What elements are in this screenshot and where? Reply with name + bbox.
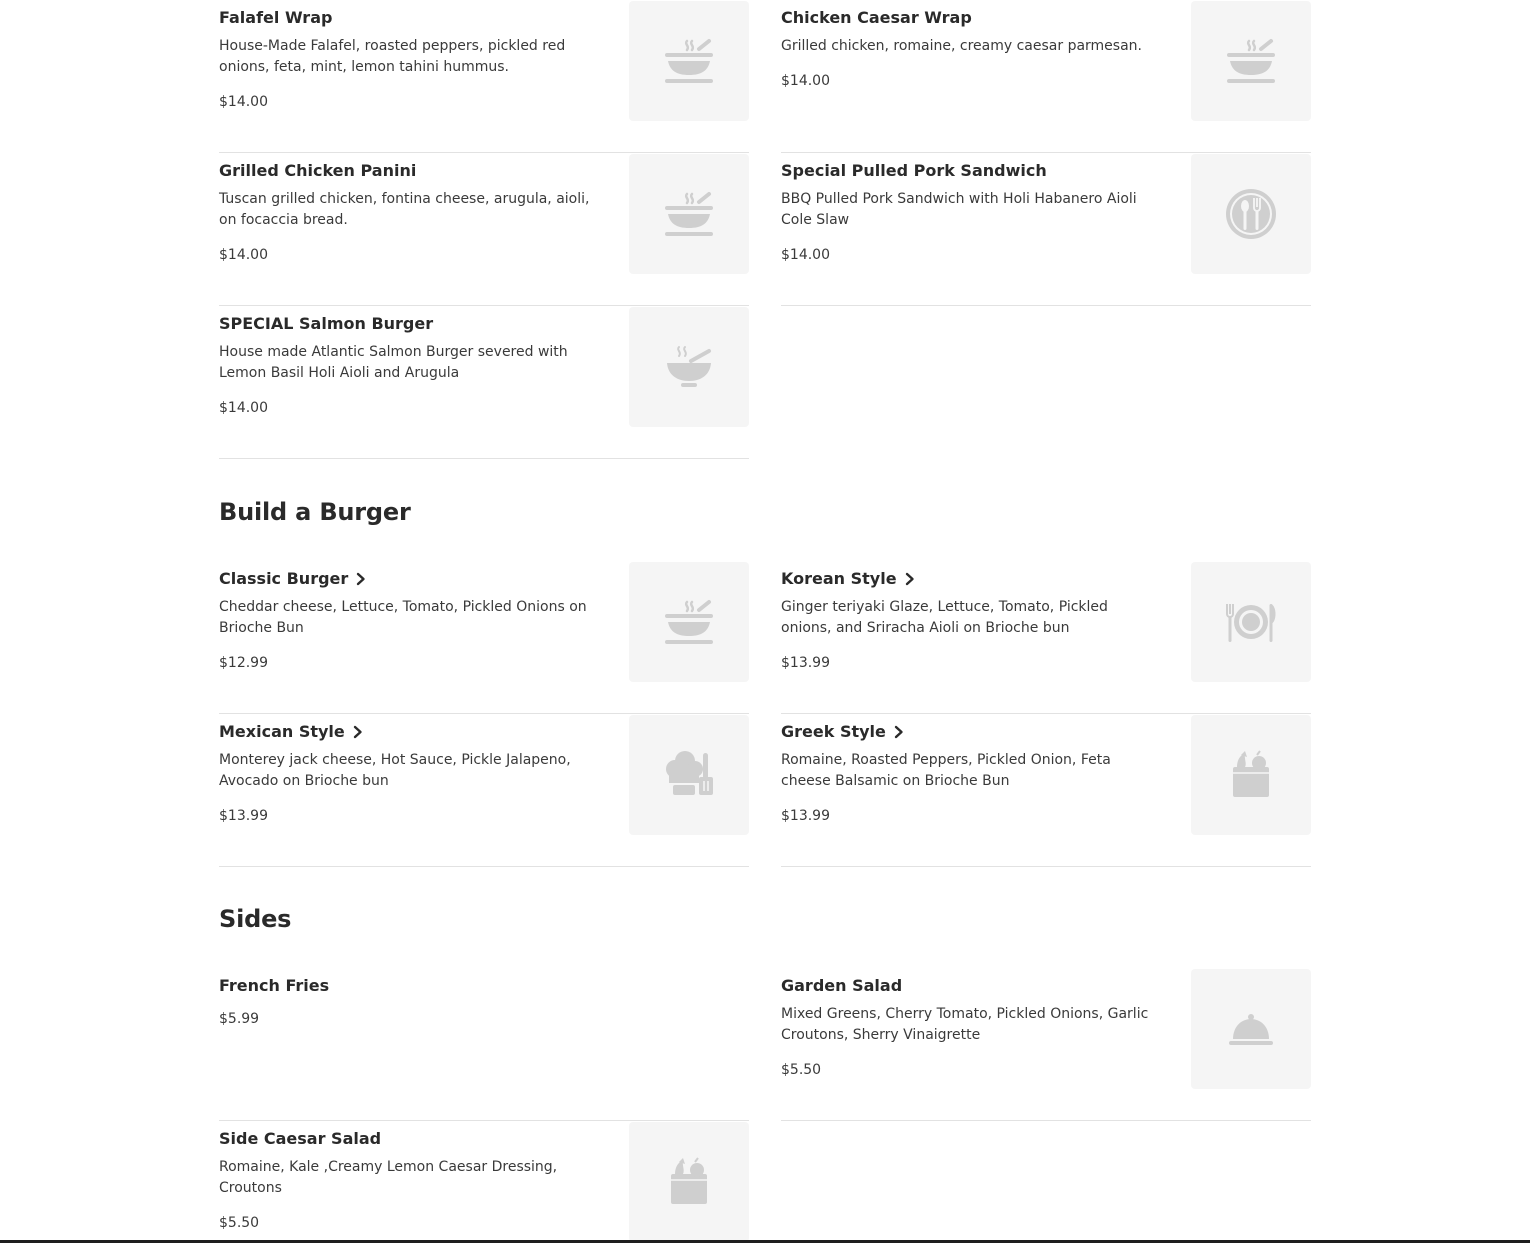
serving-cloche-icon	[1223, 1001, 1279, 1057]
item-name: Classic Burger	[219, 569, 368, 588]
item-image	[629, 715, 749, 835]
item-name: French Fries	[219, 976, 330, 995]
item-price: $13.99	[219, 808, 268, 824]
menu-item[interactable]	[219, 714, 749, 867]
item-description: Grilled chicken, romaine, creamy caesar parmesan.	[781, 38, 1142, 54]
item-description: Monterey jack cheese, Hot Sauce, Pickle Jalapeno, Avocado on Brioche bun	[219, 752, 571, 789]
item-description: Romaine, Kale ,Creamy Lemon Caesar Dressing, Croutons	[219, 1159, 558, 1196]
item-name: Side Caesar Salad	[219, 1129, 382, 1148]
item-price: $14.00	[219, 247, 268, 263]
item-name: Special Pulled Pork Sandwich	[781, 161, 1047, 180]
item-image	[1191, 562, 1311, 682]
item-name: Garden Salad	[781, 976, 903, 995]
item-image	[1191, 1, 1311, 121]
item-description: Mixed Greens, Cherry Tomato, Pickled Onions, Garlic Croutons, Sherry Vinaigrette	[781, 1006, 1149, 1043]
item-description: House made Atlantic Salmon Burger severed with Lemon Basil Holi Aioli and Arugula	[219, 344, 568, 381]
item-price: $5.50	[219, 1215, 260, 1231]
menu-item[interactable]	[781, 561, 1311, 714]
grocery-bag-icon	[661, 1154, 717, 1210]
item-price: $14.00	[781, 247, 830, 263]
menu-item[interactable]	[781, 714, 1311, 867]
item-price: $13.99	[781, 655, 830, 671]
item-price: $5.99	[219, 1011, 260, 1027]
chevron-right-icon	[354, 572, 368, 586]
item-name: SPECIAL Salmon Burger	[219, 314, 434, 333]
item-description: Tuscan grilled chicken, fontina cheese, arugula, aioli, on focaccia bread.	[219, 191, 590, 228]
menu-item[interactable]	[219, 0, 749, 153]
soup-bowl-icon	[661, 594, 717, 650]
section-title: Sides	[219, 905, 292, 933]
item-image	[1191, 969, 1311, 1089]
item-name: Chicken Caesar Wrap	[781, 8, 972, 27]
item-name: Grilled Chicken Panini	[219, 161, 417, 180]
item-image	[629, 154, 749, 274]
menu-item[interactable]	[219, 153, 749, 306]
chevron-right-icon	[892, 725, 906, 739]
sandwiches-section	[219, 0, 1311, 445]
item-price: $14.00	[219, 94, 268, 110]
menu-item[interactable]	[781, 0, 1311, 153]
item-price: $12.99	[219, 655, 268, 671]
item-image	[629, 307, 749, 427]
item-description: House-Made Falafel, roasted peppers, pickled red onions, feta, mint, lemon tahini hummus.	[219, 38, 566, 75]
plate-utensils-icon	[1223, 594, 1279, 650]
chevron-right-icon	[351, 725, 365, 739]
item-price: $5.50	[781, 1062, 822, 1078]
soup-bowl-icon	[661, 186, 717, 242]
menu-item[interactable]	[219, 1121, 749, 1243]
item-price: $13.99	[781, 808, 830, 824]
divider	[781, 1120, 1311, 1121]
item-price: $14.00	[781, 73, 830, 89]
steaming-bowl-icon	[661, 339, 717, 395]
item-image	[629, 1122, 749, 1242]
menu-item[interactable]	[219, 968, 749, 1121]
grocery-bag-icon	[1223, 747, 1279, 803]
divider	[781, 305, 1311, 306]
item-name: Falafel Wrap	[219, 8, 333, 27]
item-image	[629, 562, 749, 682]
chevron-right-icon	[903, 572, 917, 586]
build-a-burger-section	[219, 496, 1311, 856]
item-image	[629, 1, 749, 121]
item-name: Korean Style	[781, 569, 917, 588]
soup-bowl-icon	[661, 33, 717, 89]
menu-item[interactable]	[219, 306, 749, 459]
chef-hat-icon	[661, 747, 717, 803]
menu-item[interactable]	[781, 968, 1311, 1121]
menu-item[interactable]	[219, 561, 749, 714]
divider	[219, 866, 749, 867]
sides-section	[219, 903, 1311, 1243]
item-price: $14.00	[219, 400, 268, 416]
divider	[219, 458, 749, 459]
soup-bowl-icon	[1223, 33, 1279, 89]
item-name: Mexican Style	[219, 722, 365, 741]
item-description: Romaine, Roasted Peppers, Pickled Onion, Feta cheese Balsamic on Brioche Bun	[781, 752, 1111, 789]
item-description: Ginger teriyaki Glaze, Lettuce, Tomato, Pickled onions, and Sriracha Aioli on Brioche bun	[781, 599, 1108, 636]
utensils-circle-icon	[1223, 186, 1279, 242]
divider	[781, 866, 1311, 867]
item-description: Cheddar cheese, Lettuce, Tomato, Pickled Onions on Brioche Bun	[219, 599, 587, 636]
item-description: BBQ Pulled Pork Sandwich with Holi Habanero Aioli Cole Slaw	[781, 191, 1137, 228]
section-title: Build a Burger	[219, 498, 411, 526]
item-name: Greek Style	[781, 722, 906, 741]
menu-item[interactable]	[781, 153, 1311, 306]
item-image	[1191, 715, 1311, 835]
item-image	[1191, 154, 1311, 274]
